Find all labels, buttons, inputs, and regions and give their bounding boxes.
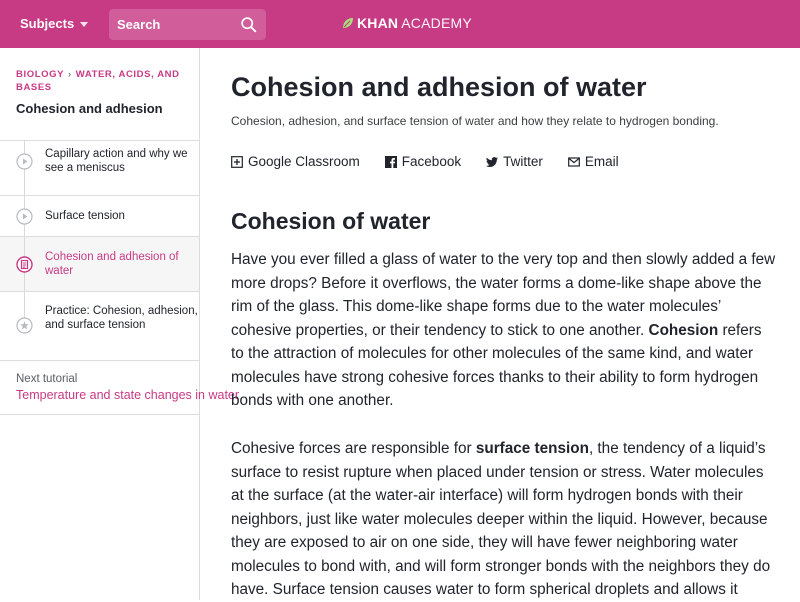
- share-bar: [231, 154, 619, 169]
- top-navigation-bar: [0, 0, 800, 48]
- share-facebook-button[interactable]: [385, 154, 461, 169]
- paragraph-text: Cohesive forces are responsible for: [231, 440, 476, 457]
- sidebar-item-cohesion-adhesion[interactable]: [0, 237, 199, 292]
- share-google-classroom-button[interactable]: [231, 154, 360, 169]
- tutorial-item-list: [0, 140, 199, 361]
- subjects-label: Subjects: [20, 16, 75, 31]
- google-classroom-icon: [231, 156, 243, 168]
- share-label: Email: [584, 154, 619, 169]
- sidebar-item-label: Surface tension: [45, 210, 125, 222]
- paragraph-text: refers to the attraction of molecules for other molecules of the same kind, and water molecules have strong cohesive forces thanks to their ability to form hydrogen bonds with one another.: [231, 321, 762, 409]
- sidebar-divider: [0, 414, 199, 415]
- article-icon: [16, 256, 33, 273]
- sidebar-item-practice[interactable]: [0, 292, 199, 361]
- share-label: Twitter: [503, 154, 543, 169]
- paragraph-text: Have you ever filled a glass of water to the very top and then slowly added a few more drops? Before it overflows, the water forms a dome-like shape above the rim of the glass. This dome-like shape forms due to the water molecules’ cohesive properties, or their tendency to stick to one another.: [231, 251, 776, 339]
- email-icon: [568, 156, 580, 168]
- term-surface-tension: surface tension: [475, 440, 589, 457]
- paragraph-text: , the tendency of a liquid’s surface to resist rupture when placed under tension or stress. Water molecules at the surface (at the water-air interface) will form hydrogen bonds with their neighbors, just like water molecules deeper within the liquid. However, because they are exposed to air on one side, they will have fewer neighboring water molecules to bond with, and will form stronger bonds with the neighbors they do have. Surface tension causes water to form spherical droplets and allows it: [231, 440, 771, 598]
- search-box[interactable]: [109, 9, 266, 40]
- section-heading: Cohesion of water: [231, 208, 431, 234]
- sidebar-item-capillary-action[interactable]: [0, 141, 199, 196]
- sidebar-item-label: Cohesion and adhesion of water: [45, 251, 179, 277]
- share-label: Facebook: [401, 154, 462, 169]
- share-label: Google Classroom: [248, 154, 360, 169]
- chevron-right-icon: ›: [68, 69, 72, 80]
- star-icon: [16, 317, 33, 334]
- page-title: Cohesion and adhesion of water: [231, 72, 647, 102]
- logo-academy-text: ACADEMY: [401, 15, 472, 31]
- next-tutorial-link[interactable]: Temperature and state changes in water: [16, 388, 240, 402]
- tutorial-title: Cohesion and adhesion: [16, 101, 163, 116]
- subjects-menu-button[interactable]: [20, 16, 88, 31]
- khan-academy-logo[interactable]: [342, 15, 472, 31]
- leaf-icon: [342, 17, 354, 29]
- sidebar-item-surface-tension[interactable]: [0, 196, 199, 237]
- progress-rail: [24, 292, 25, 318]
- tutorial-sidebar: [0, 48, 240, 600]
- sidebar-item-label: Capillary action and why we see a meniscus: [45, 148, 188, 174]
- logo-khan-text: KHAN: [357, 15, 399, 31]
- next-tutorial-label: Next tutorial: [16, 373, 78, 385]
- share-twitter-button[interactable]: [486, 154, 543, 169]
- breadcrumb-water-acids-bases[interactable]: WATER, ACIDS, AND BASES: [16, 69, 180, 93]
- breadcrumb-biology[interactable]: BIOLOGY: [16, 69, 65, 80]
- share-email-button[interactable]: [568, 154, 619, 169]
- search-input[interactable]: [109, 17, 229, 32]
- search-icon[interactable]: [240, 16, 257, 33]
- sidebar-item-label: Practice: Cohesion, adhesion, and surface tension: [45, 305, 198, 331]
- article-paragraph: [231, 437, 776, 602]
- page-subtitle: Cohesion, adhesion, and surface tension of water and how they relate to hydrogen bonding.: [231, 114, 719, 128]
- term-cohesion: Cohesion: [648, 321, 719, 339]
- article-paragraph: [231, 248, 776, 413]
- twitter-icon: [486, 156, 498, 168]
- breadcrumb: [16, 68, 191, 94]
- next-tutorial: [16, 373, 240, 402]
- video-icon: [16, 208, 33, 225]
- chevron-down-icon: [80, 22, 88, 27]
- video-icon: [16, 153, 33, 170]
- facebook-icon: [385, 156, 397, 168]
